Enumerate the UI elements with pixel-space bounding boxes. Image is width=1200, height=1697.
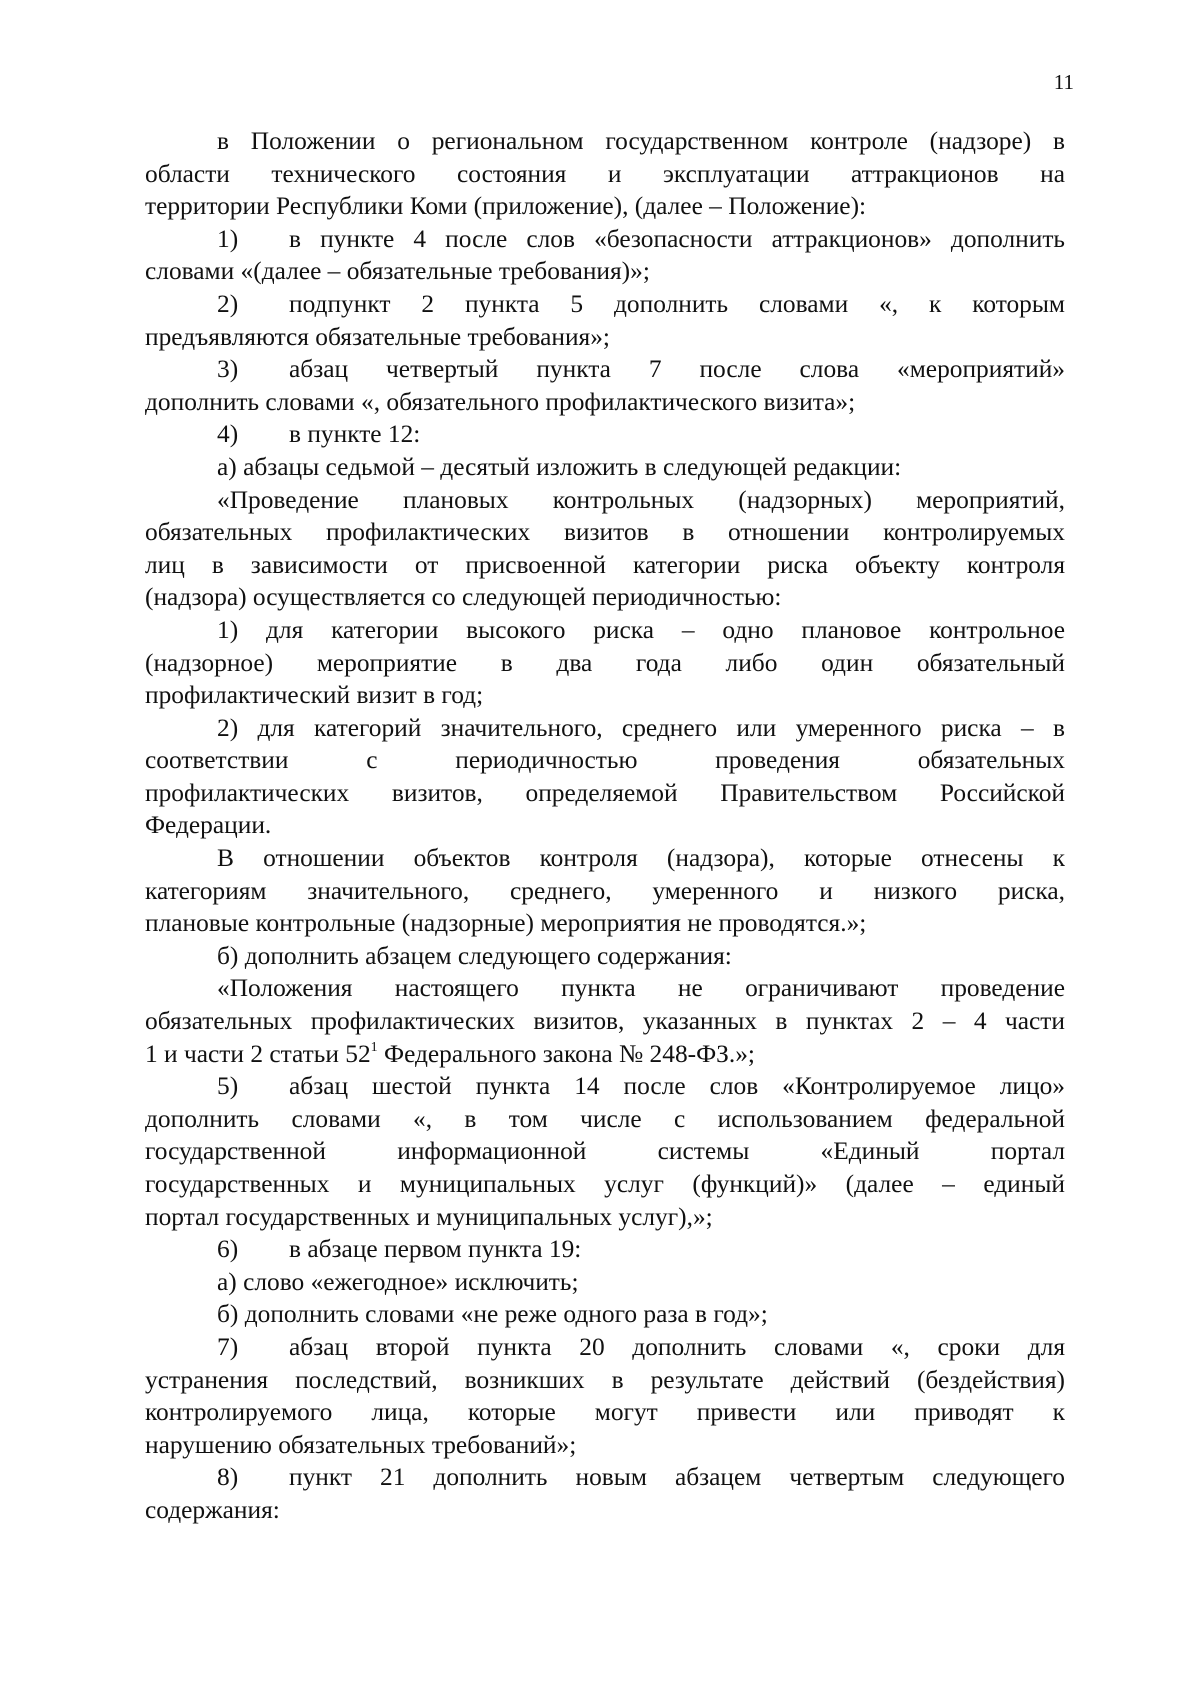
text-fragment: 1 и части 2 статьи 52 [145, 1039, 371, 1068]
sub-item-6a [145, 1266, 1065, 1299]
item-text: абзац шестой пункта 14 после слов «Контролируемое лицо» [289, 1072, 1065, 1101]
item-text: пункт 21 дополнить новым абзацем четвертым следующего [289, 1463, 1065, 1492]
text-line: области технического состояния и эксплуатации аттракционов на [145, 159, 1065, 188]
text-line [145, 1331, 1065, 1364]
sub-item-4b [145, 940, 1065, 973]
article-superscript: 1 [370, 1039, 378, 1055]
item-text: в абзаце первом пункта 19: [289, 1235, 582, 1264]
list-item-8 [145, 1461, 1065, 1526]
text-line: обязательных профилактических визитов, указанных в пунктах 2 – 4 части [145, 1007, 1065, 1036]
text-line: обязательных профилактических визитов в отношении контролируемых [145, 518, 1065, 547]
text-line: категориям значительного, среднего, умеренного и низкого риска, [145, 876, 1065, 905]
text-line: а) слово «ежегодное» исключить; [217, 1267, 579, 1296]
page-number: 11 [1053, 70, 1074, 94]
item-number: 6) [217, 1235, 239, 1264]
item-text: подпункт 2 пункта 5 дополнить словами «, к которым [289, 289, 1065, 318]
text-line: а) абзацы седьмой – десятый изложить в следующей редакции: [217, 452, 902, 481]
item-number: 5) [217, 1072, 239, 1101]
text-line [145, 223, 1065, 256]
sub-item-4a [145, 451, 1065, 484]
list-item-6 [145, 1233, 1065, 1266]
text-line [145, 353, 1065, 386]
list-item-7 [145, 1331, 1065, 1461]
text-line: словами «(далее – обязательные требования)»; [145, 257, 650, 286]
text-line: В отношении объектов контроля (надзора), которые отнесены к [217, 844, 1065, 873]
text-line: нарушению обязательных требований»; [145, 1430, 577, 1459]
quoted-paragraph-end [145, 842, 1065, 940]
item-number: 8) [217, 1463, 239, 1492]
text-line: дополнить словами «, в том числе с использованием федеральной [145, 1104, 1065, 1133]
quoted-item-1 [145, 614, 1065, 712]
text-line [145, 418, 1065, 451]
text-line: 2) для категорий значительного, среднего или умеренного риска – в [217, 713, 1065, 742]
item-number: 2) [217, 289, 239, 318]
item-number: 1) [217, 224, 239, 253]
text-line: «Положения настоящего пункта не ограничивают проведение [217, 974, 1065, 1003]
text-line: профилактических визитов, определяемой Правительством Российской [145, 778, 1065, 807]
text-line: б) дополнить абзацем следующего содержания: [217, 941, 732, 970]
text-line: содержания: [145, 1495, 280, 1524]
text-line: Федерации. [145, 811, 272, 840]
text-line [145, 1233, 1065, 1266]
item-text: абзац четвертый пункта 7 после слова «мероприятий» [289, 355, 1065, 384]
text-line: предъявляются обязательные требования»; [145, 322, 610, 351]
list-item-4 [145, 418, 1065, 451]
item-number: 4) [217, 420, 239, 449]
text-line [145, 1070, 1065, 1103]
text-line: б) дополнить словами «не реже одного раза в год»; [217, 1300, 768, 1329]
text-line: соответствии с периодичностью проведения обязательных [145, 746, 1065, 775]
text-line: дополнить словами «, обязательного профилактического визита»; [145, 387, 856, 416]
intro-paragraph [145, 125, 1065, 223]
text-line: профилактический визит в год; [145, 681, 484, 710]
item-number: 3) [217, 355, 239, 384]
text-line: 1) для категории высокого риска – одно плановое контрольное [217, 615, 1065, 644]
document-body [145, 125, 1065, 1527]
text-line: плановые контрольные (надзорные) мероприятия не проводятся.»; [145, 909, 867, 938]
sub-item-6b [145, 1298, 1065, 1331]
quoted-item-2 [145, 712, 1065, 842]
text-line: территории Республики Коми (приложение), (далее – Положение): [145, 192, 867, 221]
text-line: «Проведение плановых контрольных (надзорных) мероприятий, [217, 485, 1065, 514]
text-line: портал государственных и муниципальных услуг),»; [145, 1202, 713, 1231]
text-line: (надзора) осуществляется со следующей периодичностью: [145, 583, 782, 612]
list-item-2 [145, 288, 1065, 353]
item-text: абзац второй пункта 20 дополнить словами «, сроки для [289, 1332, 1065, 1361]
text-line: государственной информационной системы «Единый портал [145, 1137, 1065, 1166]
list-item-3 [145, 353, 1065, 418]
text-line [145, 288, 1065, 321]
text-line: лиц в зависимости от присвоенной категории риска объекту контроля [145, 550, 1065, 579]
list-item-1 [145, 223, 1065, 288]
text-line: устранения последствий, возникших в результате действий (бездействия) [145, 1365, 1065, 1394]
text-fragment: Федерального закона № 248-ФЗ.»; [377, 1039, 755, 1068]
item-text: в пункте 4 после слов «безопасности аттракционов» дополнить [289, 224, 1065, 253]
quoted-paragraph-2 [145, 972, 1065, 1070]
text-line: государственных и муниципальных услуг (функций)» (далее – единый [145, 1170, 1065, 1198]
text-line [145, 1461, 1065, 1494]
item-number: 7) [217, 1332, 239, 1361]
item-text: в пункте 12: [289, 420, 421, 449]
text-line: (надзорное) мероприятие в два года либо один обязательный [145, 648, 1065, 677]
text-line: контролируемого лица, которые могут привести или приводят к [145, 1398, 1065, 1427]
text-line: в Положении о региональном государственном контроле (надзоре) в [217, 127, 1065, 155]
quoted-paragraph [145, 484, 1065, 614]
text-line [145, 1038, 1065, 1071]
list-item-5 [145, 1070, 1065, 1233]
